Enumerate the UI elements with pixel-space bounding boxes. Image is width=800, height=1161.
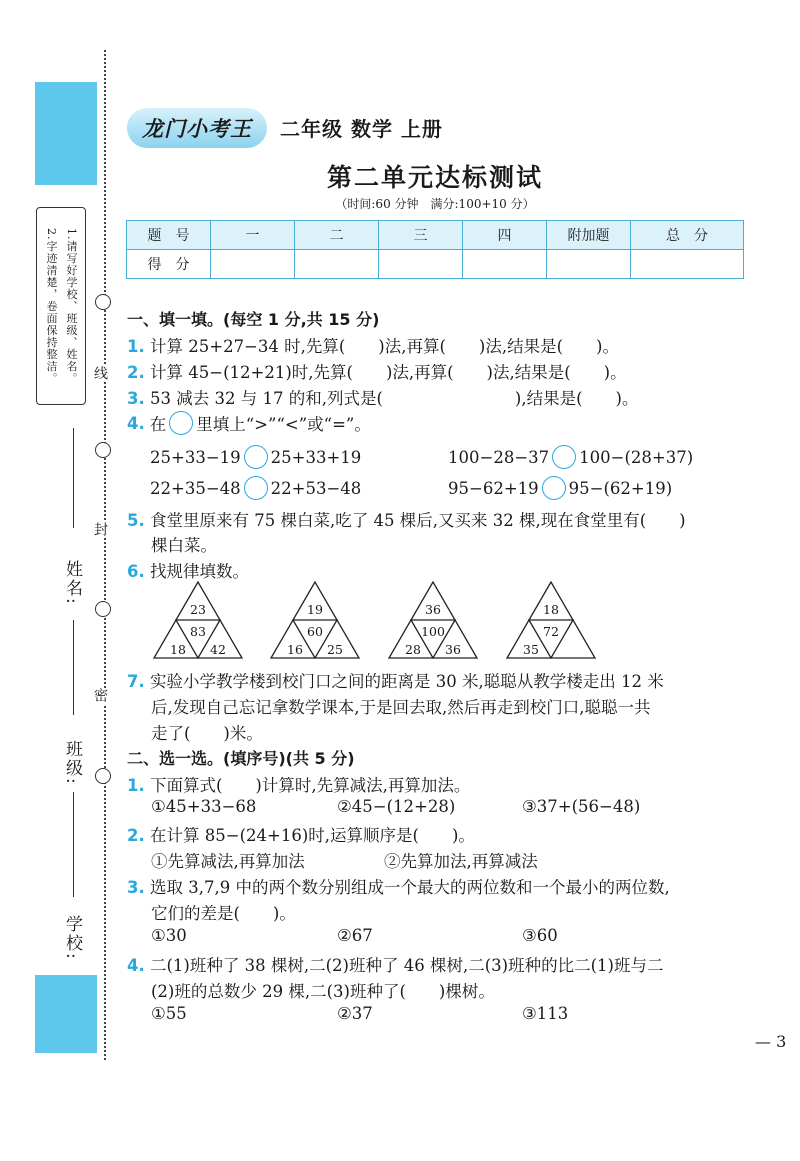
triangle-left-number: 18 (170, 642, 186, 657)
question-text: 在计算 85−(24+16)时,运算顺序是( )。 (150, 826, 475, 845)
question-number: 1. (127, 776, 145, 795)
binding-strip-bottom (35, 975, 97, 1053)
name-field-line[interactable] (73, 428, 74, 528)
grade-subject-label: 二年级 数学 上册 (280, 117, 443, 141)
compare-answer-circle[interactable] (244, 445, 268, 469)
binding-hole (95, 768, 111, 784)
question-text-before: 在 (149, 415, 167, 434)
compare-left: 95−62+19 (448, 478, 539, 498)
header-cell: 总 分 (631, 221, 744, 250)
triangle-right-number: 25 (327, 642, 343, 657)
question-2-4 (127, 952, 663, 976)
triangle-center-number: 83 (190, 624, 206, 639)
section-1-heading: 一、填一填。(每空 1 分,共 15 分) (127, 310, 380, 329)
question-number: 2. (127, 826, 145, 845)
header-cell: 四 (463, 221, 547, 250)
question-1-6 (127, 558, 249, 582)
class-field-label: 班级: (62, 740, 82, 786)
compare-right: 100−(28+37) (579, 447, 694, 467)
question-number: 2. (127, 363, 145, 382)
triangle-left-number: 16 (287, 642, 303, 657)
question-1-2 (127, 359, 627, 383)
score-cell[interactable] (211, 250, 295, 279)
score-table-header-row (127, 221, 744, 250)
option-b[interactable]: ②45−(12+28) (337, 797, 456, 816)
score-row-label: 得 分 (127, 250, 211, 279)
triangle-puzzle (271, 582, 359, 658)
compare-right: 25+33+19 (270, 447, 362, 467)
score-cell[interactable] (547, 250, 631, 279)
option-c[interactable]: ③60 (522, 926, 558, 945)
compare-left: 100−28−37 (448, 447, 550, 467)
triangle-left-number: 28 (405, 642, 421, 657)
section-2-heading: 二、选一选。(填序号)(共 5 分) (127, 749, 355, 768)
question-text: 下面算式( )计算时,先算减法,再算加法。 (150, 776, 471, 795)
score-cell[interactable] (631, 250, 744, 279)
question-number: 6. (127, 562, 145, 581)
header-cell: 二 (295, 221, 379, 250)
compare-left: 22+35−48 (150, 478, 241, 498)
question-number: 5. (127, 511, 145, 530)
instruction-note (36, 207, 86, 405)
question-text: 53 减去 32 与 17 的和,列式是( ),结果是( )。 (150, 389, 639, 408)
triangle-top-number: 18 (543, 602, 559, 617)
question-text: 计算 45−(12+21)时,先算( )法,再算( )法,结果是( )。 (150, 363, 627, 382)
triangle-top-number: 19 (307, 602, 323, 617)
binding-hole (95, 601, 111, 617)
header-cell: 三 (379, 221, 463, 250)
option-a[interactable]: ①55 (151, 1004, 187, 1023)
header-cell: 附加题 (547, 221, 631, 250)
question-text-after: 里填上“>”“<”或“=”。 (196, 415, 371, 434)
score-table (126, 220, 744, 279)
triangle-puzzle (154, 582, 242, 658)
question-number: 3. (127, 389, 145, 408)
option-b[interactable]: ②37 (337, 1004, 373, 1023)
question-1-3 (127, 385, 638, 409)
triangle-puzzle (389, 582, 477, 658)
question-text: 选取 3,7,9 中的两个数分别组成一个最大的两位数和一个最小的两位数, (150, 878, 670, 897)
option-b[interactable]: ②67 (337, 926, 373, 945)
compare-item (150, 476, 361, 500)
question-text: 计算 25+27−34 时,先算( )法,再算( )法,结果是( )。 (150, 337, 619, 356)
option-c[interactable]: ③113 (522, 1004, 569, 1023)
cut-label-xian: 线 (92, 366, 108, 382)
binding-hole (95, 294, 111, 310)
question-text: 食堂里原来有 75 棵白菜,吃了 45 棵后,又买来 32 棵,现在食堂里有( ) (150, 511, 686, 530)
question-1-1 (127, 333, 619, 357)
brand-logo: 龙门小考王 (127, 108, 267, 148)
question-1-5-cont: 棵白菜。 (151, 536, 217, 555)
triangle-center-number: 72 (543, 624, 559, 639)
question-2-3-cont: 它们的差是( )。 (151, 904, 296, 923)
compare-right: 95−(62+19) (568, 478, 673, 498)
name-field-label: 姓名: (62, 560, 82, 606)
triangle-left-number: 35 (523, 642, 539, 657)
question-1-7-cont: 后,发现自己忘记拿数学课本,于是回去取,然后再走到校门口,聪聪一共 (151, 698, 651, 717)
compare-left: 25+33−19 (150, 447, 241, 467)
question-number: 4. (127, 413, 145, 433)
compare-answer-circle[interactable] (552, 445, 576, 469)
option-a[interactable]: ①45+33−68 (151, 797, 257, 816)
triangle-puzzle (507, 582, 595, 658)
note-line-2: 2.字迹清楚，卷面保持整洁。 (45, 227, 58, 385)
question-1-7 (127, 668, 664, 692)
page-title: 第二单元达标测试 (326, 163, 543, 192)
compare-item (448, 476, 672, 500)
pattern-triangles (145, 580, 645, 662)
cut-label-feng: 封 (92, 522, 108, 538)
question-1-5 (127, 507, 686, 531)
question-number: 1. (127, 337, 145, 356)
question-number: 7. (127, 672, 145, 691)
question-2-4-cont: (2)班的总数少 29 棵,二(3)班种了( )棵树。 (151, 982, 495, 1001)
school-field-label: 学校: (62, 915, 82, 961)
compare-item (448, 445, 693, 469)
compare-right: 22+53−48 (270, 478, 362, 498)
question-2-2 (127, 822, 475, 846)
question-text: 二(1)班种了 38 棵树,二(2)班种了 46 棵树,二(3)班种的比二(1)班与二 (150, 956, 664, 975)
question-text: 找规律填数。 (150, 562, 249, 581)
triangle-center-number: 60 (307, 624, 323, 639)
option-a[interactable]: ①30 (151, 926, 187, 945)
compare-answer-circle[interactable] (244, 476, 268, 500)
triangle-center-number: 100 (421, 624, 445, 639)
school-field-line[interactable] (73, 792, 74, 897)
score-cell[interactable] (463, 250, 547, 279)
class-field-line[interactable] (73, 620, 74, 715)
triangle-right-number: 36 (445, 642, 461, 657)
note-line-1: 1.请写好学校、班级、姓名。 (65, 227, 78, 385)
header-cell: 一 (211, 221, 295, 250)
option-c[interactable]: ③37+(56−48) (522, 797, 641, 816)
triangle-top-number: 23 (190, 602, 206, 617)
question-text: 实验小学教学楼到校门口之间的距离是 30 米,聪聪从教学楼走出 12 米 (150, 672, 664, 691)
score-cell[interactable] (295, 250, 379, 279)
compare-circle-icon (169, 411, 193, 435)
question-2-1 (127, 772, 470, 796)
question-1-4 (127, 411, 371, 435)
score-cell[interactable] (379, 250, 463, 279)
cut-label-mi: 密 (92, 688, 108, 704)
binding-hole (95, 442, 111, 458)
page-number: — 3 (755, 1032, 787, 1051)
time-score-info: （时间:60 分钟 满分:100+10 分） (335, 197, 535, 211)
question-number: 4. (127, 956, 145, 975)
compare-item (150, 445, 361, 469)
option-a[interactable]: ①先算减法,再算加法 (151, 852, 305, 871)
triangle-top-number: 36 (425, 602, 441, 617)
option-b[interactable]: ②先算加法,再算减法 (384, 852, 538, 871)
question-number: 3. (127, 878, 145, 897)
triangle-right-number: 42 (210, 642, 226, 657)
compare-answer-circle[interactable] (542, 476, 566, 500)
question-1-7-cont: 走了( )米。 (151, 724, 263, 743)
question-2-3 (127, 874, 670, 898)
header-cell: 题 号 (127, 221, 211, 250)
score-table-score-row (127, 250, 744, 279)
